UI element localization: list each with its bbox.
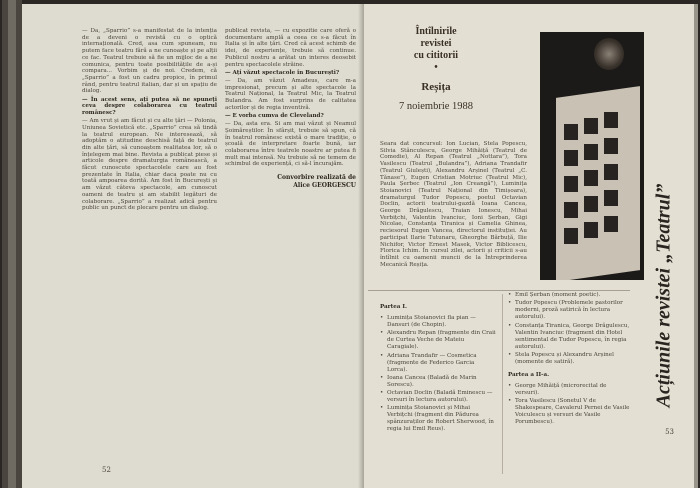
poster-thumb — [584, 196, 598, 212]
program-item: • George Mihăiță (microrecital de versuri). — [508, 383, 630, 397]
program-divider — [368, 290, 630, 291]
part-1-label: Partea I. — [380, 304, 407, 310]
heading-line-3: cu cititorii — [413, 50, 459, 61]
fore-edge — [694, 4, 698, 488]
program-item: • Constanța Tiranica, George Drăgulescu, Valentin Ivanciuc (fragment din Hotel sentimental de Tudor Popescu, în regia autorului). — [508, 323, 630, 351]
poster-thumb — [584, 144, 598, 160]
program-item: • Luminița Stoianovici fla pian — Dansuri (de Chopin). — [380, 315, 496, 329]
program-item: • Octavian Doclin (Baladă Eminescu — versuri în lectura autorului). — [380, 390, 496, 404]
magazine-spread — [22, 4, 698, 488]
byline-name: Alice GEORGESCU — [293, 182, 356, 190]
program-item: • Adriana Trandafir — Cosmetica (fragmente de Federico Garcia Lorca). — [380, 353, 496, 374]
interview-question: — Ați văzut spectacole în București? — [225, 69, 340, 76]
poster-thumb — [564, 176, 578, 192]
heading-bullet: • — [434, 62, 438, 73]
poster-thumb — [564, 202, 578, 218]
chandelier-shape — [594, 38, 624, 70]
side-title-text: Acțiunile revistei „Teatrul” — [652, 183, 675, 408]
poster-thumb — [604, 216, 618, 232]
left-page — [22, 4, 364, 488]
book-spine-strip — [8, 0, 16, 488]
poster-thumb — [604, 112, 618, 128]
interview-paragraph: — Da, asta era. Si am mai văzut și Neamul Șoimăreștilor. În sfârșit, trebuie să spun, că în teatrul românesc există o mare tradiție, o școală de interpretare foarte bună, iar colaborarea între teatrele noastre ar putea fi mult mai intensă. Nu trebuie să ne temem de schimbul de experiență, ci să-l încurajăm. — [225, 121, 356, 168]
poster-thumb — [584, 222, 598, 238]
program-column-divider — [502, 294, 503, 474]
program-item: • Alexandru Repan (fragmente din Craii de Curtea Veche de Mateiu Caragiale). — [380, 330, 496, 351]
interview-question: — E vorba cumva de Cleveland? — [225, 112, 324, 119]
article-heading — [382, 26, 490, 113]
event-photo — [540, 32, 644, 280]
heading-place: Reșița — [421, 81, 451, 93]
program-item: • Emil Șerban (moment poetic). — [508, 292, 630, 299]
program-item: • Luminița Stoianovici și Mihai Verbițchi (fragment din Pădurea spânzuraților de Robert Sherwood, în regia lui Emil Reus). — [380, 405, 496, 433]
program-item: • Tora Vasilescu (Sonetul V de Shakespeare, Cavalerul Pernei de Vasile Voiculescu și versuri de Vasile Porumbescu). — [508, 398, 630, 426]
program-item: • Tudor Popescu (Problemele pastorilor moderni, proză satirică în lectura autorului). — [508, 300, 630, 321]
poster-thumb — [584, 118, 598, 134]
interview-question: — În acest sens, ați putea să ne spuneți ceva despre colaborarea cu teatrul românesc? — [82, 96, 217, 116]
page-number-left: 52 — [102, 466, 111, 474]
intro-paragraph: Seara dat concursul: Ion Lucian, Stela Popescu, Silvia Stănculescu, George Mihăiță (Teatrul de Comedie), Al Repan (Teatrul „Nottara”), Tora Vasilescu (Teatrul „Bulandra”), Adriana Trandafir (Teatrul Giulești), Alexandru Arșinel (Teatrul „C. Tănase”), Eugen Cristian Motriuc (Teatrul Mic), Paula Șerbec (Teatrul „Ion Creangă”), Luminița Stoianovici (Teatrul Național din Timișoara), dramaturgul Tudor Popescu, poetul Octavian Doclin, actorii teatrului-gazdă Ioana Cancea, George Drăgulescu, Traian Ionescu, Mihai Verbițchi, Valentin Ivanciuc, Ioni Șerban, Gigi Nicolae, Constanța Tiranica și Camelia Ghinea, reciesorul Eugen Vancea, directorul instituției. Au participat Ilarie Tutunaru, Gheorghe Bărbuță, Ilie Nichifor, Victor Ernest Masek, Victor Biblicescu, Florica Ichim. În cursul zilei, actorii și criticii s-au întîlnit cu oamenii muncii de la Întreprinderea Mecanică Reșița. — [380, 141, 527, 268]
program-part-2 — [508, 292, 630, 427]
page-number-right: 53 — [665, 428, 674, 436]
interview-paragraph: — Da, am văzut Amadeus, care m-a impresionat, precum și alte spectacole la Teatrul Național, la Teatrul Mic, la Teatrul Bulandra. Am fost surprins de calitatea actorilor și de regia inventivă. — [225, 77, 356, 111]
program-item: • Ioana Cancea (Baladă de Marin Sorescu). — [380, 375, 496, 389]
poster-thumb — [604, 164, 618, 180]
program-item: • Stela Popescu și Alexandru Arșinel (momente de satiră). — [508, 352, 630, 366]
program-part-1 — [380, 304, 496, 435]
poster-thumb — [604, 190, 618, 206]
interview-paragraph: — Am vrut și am făcut și cu alte țări — Polonia, Uniunea Sovietică etc. „Sparrio” crea să tindă la teatrul european. Ne interesează, să adoptăm o atitudine deschisă față de teatrul din alte țări, să cunoaștem realitatea lor, să o înțelegem mai bine. Revista a publicat piese și articole despre dramaturgia românească, a făcut cunoscute spectacolele care au fost prezentate în Italia, chiar daca poate nu cu toată ampoarea dorită. Am fost în București și am văzut câteva spectacole, am cunoscut oameni de teatru și am stabilit legături de colaborare. „Sparrio” a realizat adică pentru public un punct de plecare pentru un dialog. — [82, 118, 217, 212]
byline-label: Convorbire realizată de — [277, 174, 356, 182]
poster-thumb — [584, 170, 598, 186]
poster-thumb — [604, 138, 618, 154]
part-2-label: Partea a II-a. — [508, 371, 550, 378]
heading-date: 7 noiembrie 1988 — [398, 101, 474, 112]
interview-paragraph: — Da, „Sparrio” s-a manifestat de la intenția de a deveni o revistă cu o optică internațională. Cred, asa cum spuneam, nu putem face teatru fără a ne cunoaște și pe alții ce fac. Teatrul trebuie să fie un mijloc de a ne comunica, pentru toate posibilitățile de a-și compara... Vorbim și de noi. Credem, că „Sparrio” a fost un cadru propice, în primul rând, pentru teatrul italian, dar și un spațiu de dialog. — [82, 28, 217, 95]
poster-thumb — [564, 150, 578, 166]
left-column-1 — [82, 28, 217, 213]
heading-line-2: revistei — [420, 38, 452, 49]
byline — [225, 174, 356, 190]
left-column-2 — [225, 28, 356, 190]
interview-paragraph: publicat revista, — cu expozitie care oferă o documentare amplă a ceea ce s-a făcut în Italia și în alte țări. Cred că acest schimb de idei, de experiențe, trebuie să continue. Publicul nostru a arătat un interes deosebit pentru spectacolele străine. — [225, 28, 356, 68]
poster-thumb — [564, 228, 578, 244]
poster-thumb — [564, 124, 578, 140]
heading-line-1: Întîlnirile — [415, 26, 457, 37]
section-side-title — [644, 164, 684, 444]
